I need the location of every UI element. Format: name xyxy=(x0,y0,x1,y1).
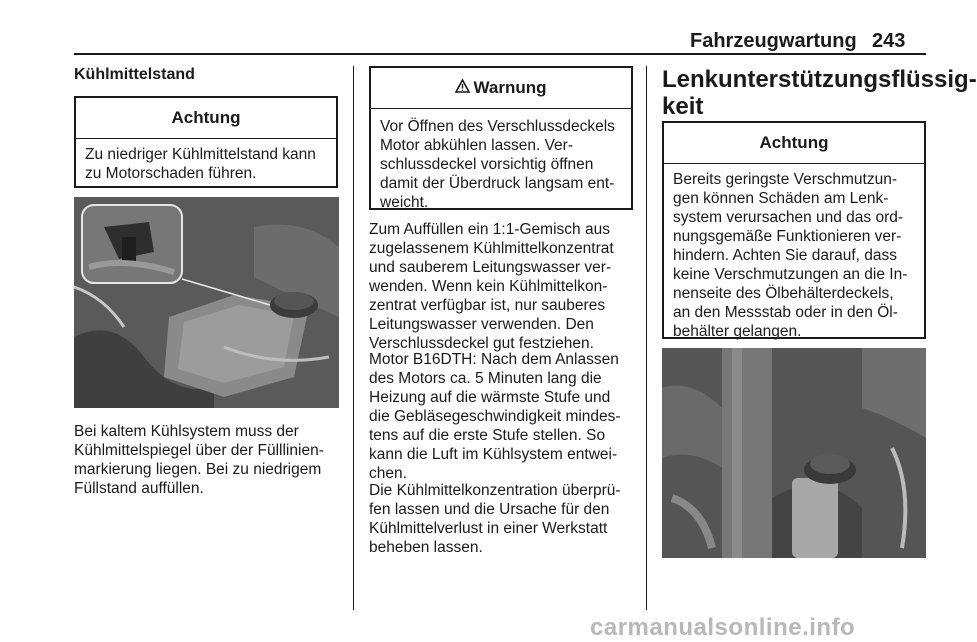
column-divider-2 xyxy=(646,66,647,610)
coolant-caution-text: Zu niedriger Kühlmittelstand kann zu Motorschaden führen. xyxy=(85,146,316,182)
coolant-reservoir-photo xyxy=(74,197,339,408)
warning-triangle-icon xyxy=(455,78,470,98)
header-rule xyxy=(74,53,926,55)
header-title: Fahrzeugwartung xyxy=(690,30,857,52)
coolant-caution-box xyxy=(74,96,338,188)
engine-b16dth-paragraph: Motor B16DTH: Nach dem Anlassen des Motors ca. 5 Minuten lang die Heizung auf die wärmste Stufe und die Gebläsegeschwindigkeit mindestens auf die erste Stufe stellen. So kann die Luft im Kühlsystem entweichen. xyxy=(369,351,621,482)
steering-reservoir-illustration xyxy=(662,348,926,558)
power-steering-fluid-heading: Lenkunterstützungsflüssigkeit xyxy=(662,66,977,120)
coolant-fill-paragraph: Bei kaltem Kühlsystem muss der Kühlmittelspiegel über der Fülllinienmarkierung liegen. Bei zu niedrigem Füllstand auffüllen. xyxy=(74,423,324,497)
steering-caution-title: Achtung xyxy=(664,123,924,164)
warning-header xyxy=(371,68,631,109)
warning-text: Vor Öffnen des Verschlussdeckels Motor abkühlen lassen. Verschlussdeckel vorsichtig öffnen damit der Überdruck langsam entweicht. xyxy=(380,118,615,211)
coolant-level-heading: Kühlmittelstand xyxy=(74,66,195,83)
engine-bay-illustration xyxy=(74,197,339,408)
coolant-caution-title: Achtung xyxy=(76,98,336,139)
steering-fluid-reservoir-photo xyxy=(662,348,926,558)
steering-caution-box xyxy=(662,121,926,339)
steering-caution-text: Bereits geringste Verschmutzungen können Schäden am Lenksystem verursachen und das ordnungsgemäße Funktionieren verhindern. Achten Sie darauf, dass keine Verschmutzungen an die Innenseite des Ölbehälterdeckels, an den Messstab oder in den Ölbehälter gelangen. xyxy=(673,171,908,340)
watermark-text: carmanualsonline.info xyxy=(590,614,856,641)
coolant-concentration-paragraph: Die Kühlmittelkonzentration überprüfen lassen und die Ursache für den Kühlmittelverlust in einer Werkstatt beheben lassen. xyxy=(369,482,621,556)
column-divider-1 xyxy=(353,66,354,610)
page-number: 243 xyxy=(872,30,906,52)
refill-paragraph: Zum Auffüllen ein 1:1-Gemisch aus zugelassenem Kühlmittelkonzentrat und sauberem Leitungswasser verwenden. Wenn kein Kühlmittelkonzentrat verfügbar ist, nur sauberes Leitungswasser verwenden. Den Verschlussdeckel gut festziehen. xyxy=(369,221,614,352)
warning-title: Warnung xyxy=(473,78,547,97)
warning-box xyxy=(369,66,633,210)
